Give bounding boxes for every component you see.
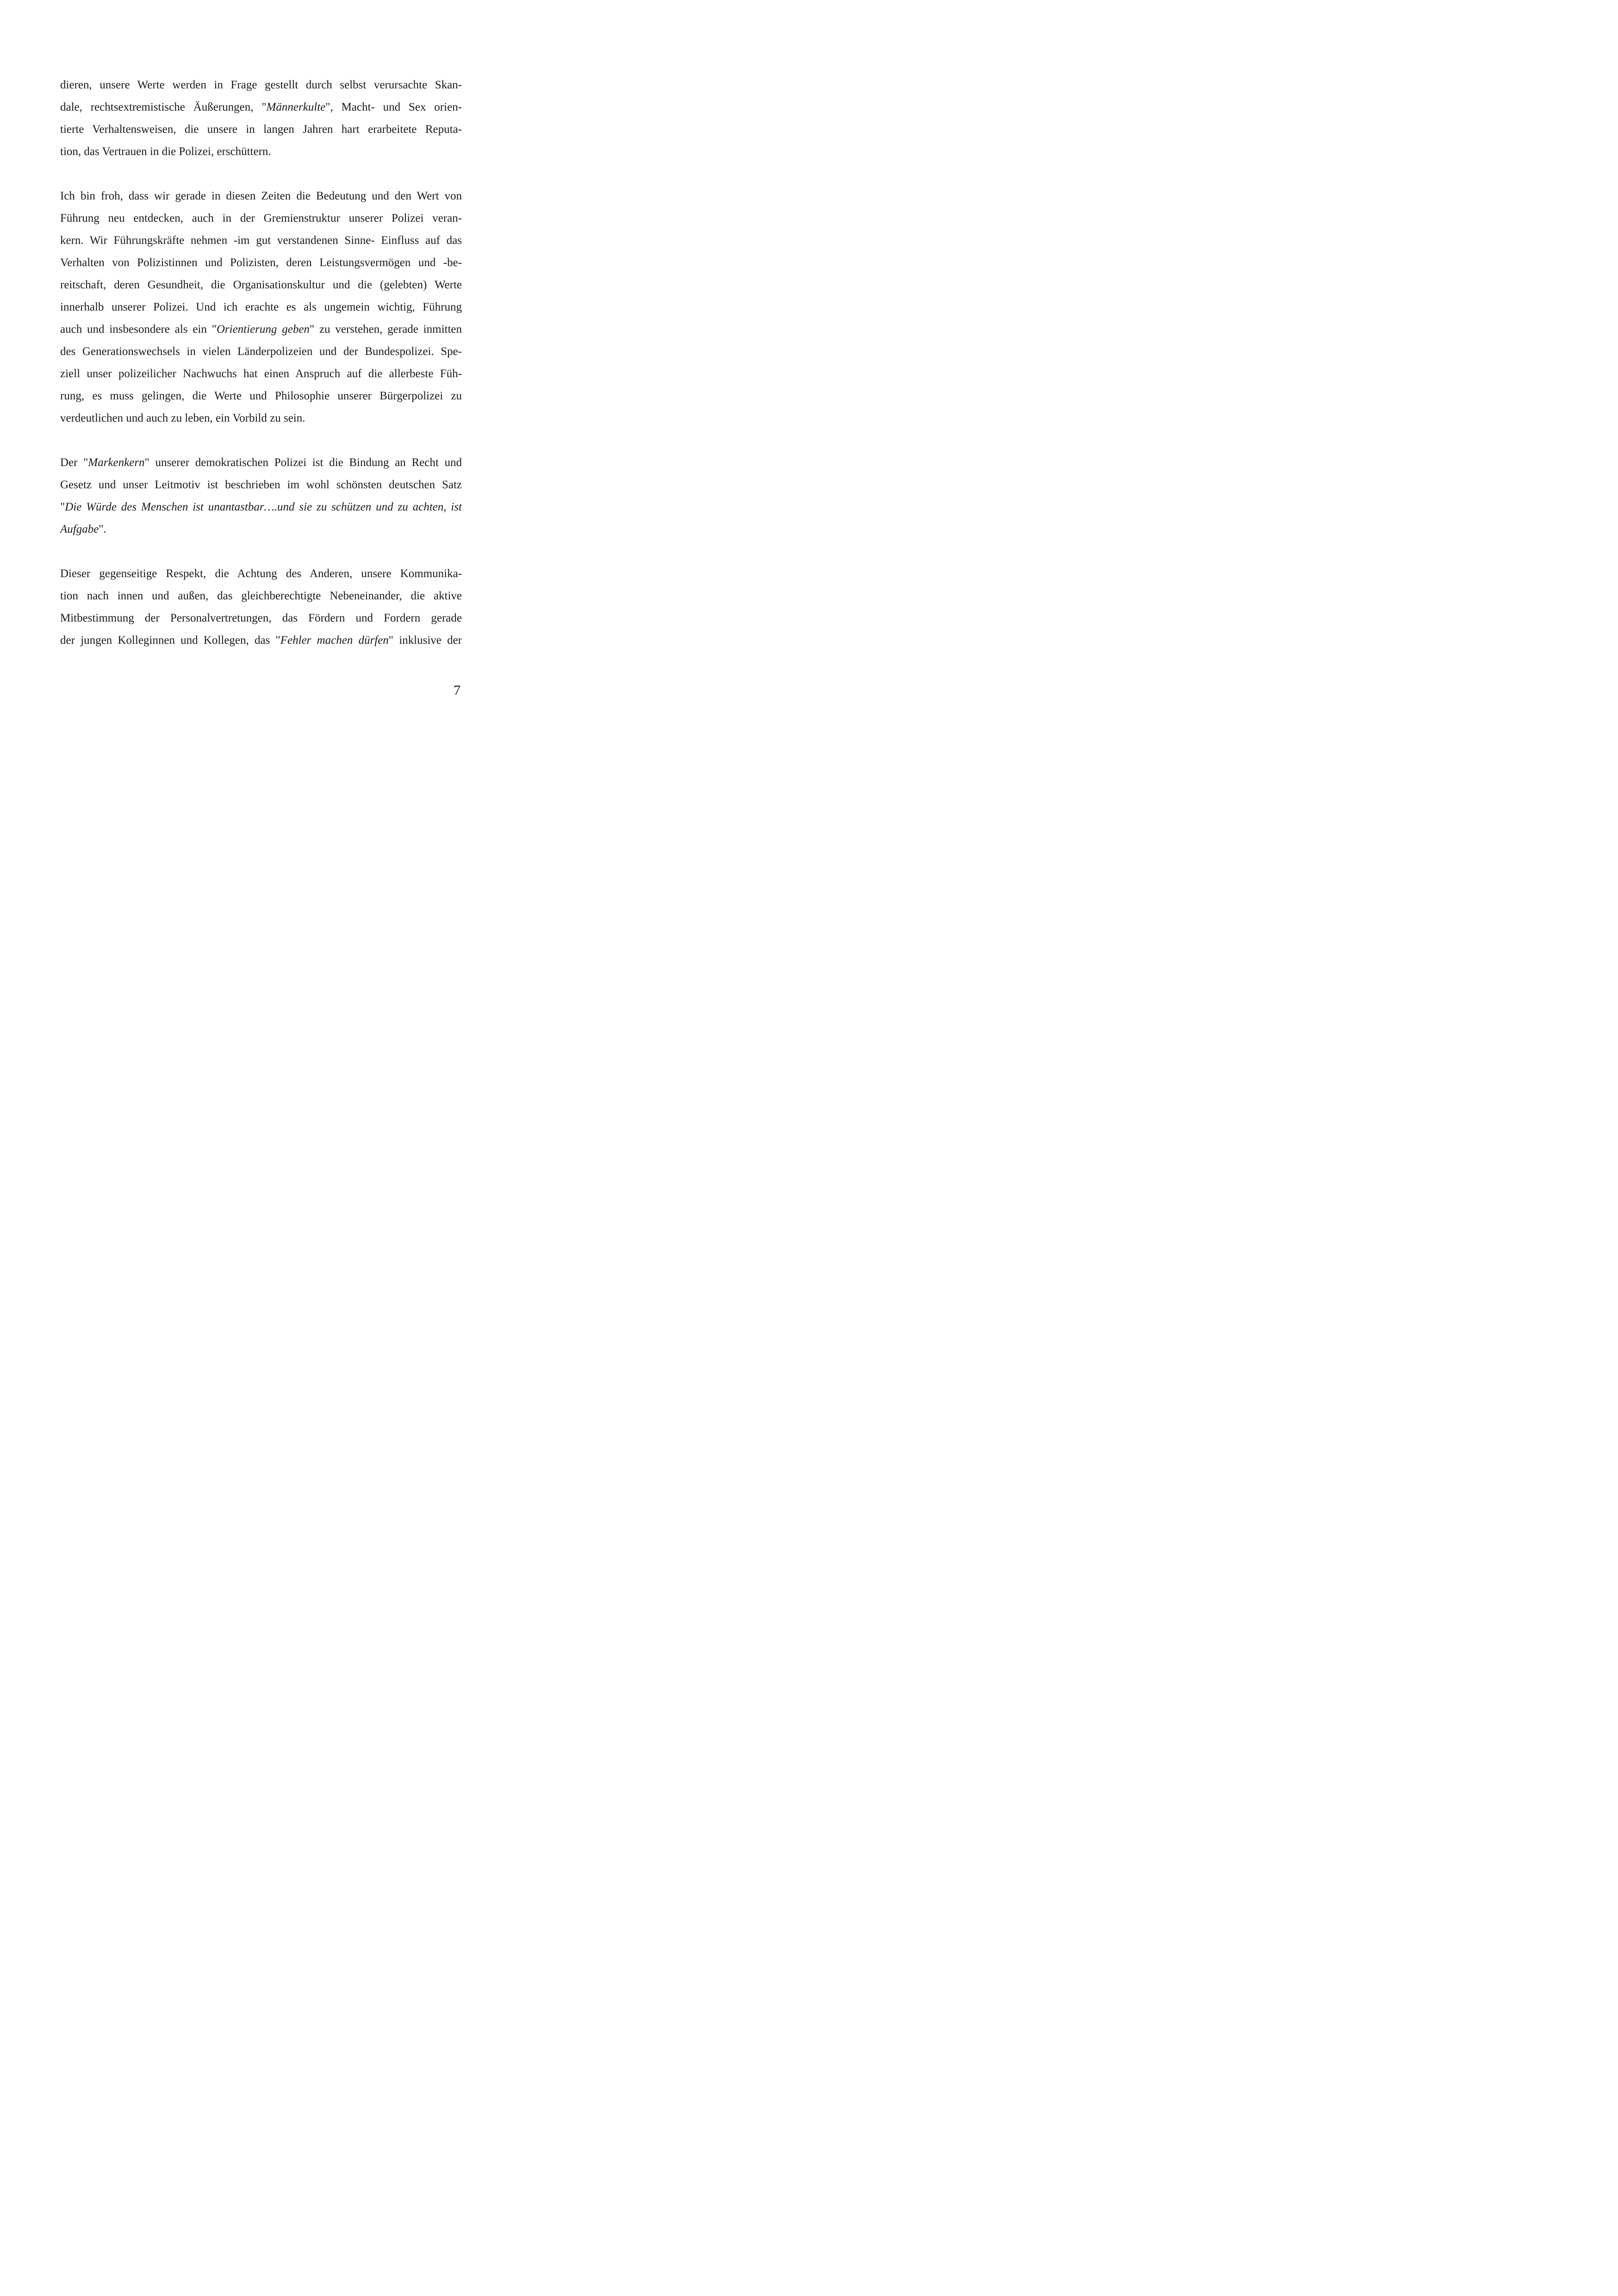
text-line [60,585,462,607]
text-segment: " inklusive der [388,634,462,647]
document-page [0,0,518,734]
text-line [60,141,462,163]
text-line [60,230,462,252]
text-segment: Der " [60,456,88,469]
text-segment: dieren, unsere Werte werden in Frage gestellt durch selbst verursachte Skan- [60,79,462,91]
italic-text: Fehler machen dürfen [280,634,389,647]
text-line [60,296,462,318]
text-segment: ", Macht- und Sex orien- [325,101,462,113]
text-line [60,118,462,141]
text-segment: reitschaft, deren Gesundheit, die Organisationskultur und die (gelebten) Werte [60,279,462,291]
text-line [60,274,462,296]
text-segment: innerhalb unserer Polizei. Und ich erachte es als ungemein wichtig, Führung [60,301,462,313]
text-segment: " [60,501,65,513]
paragraph [60,563,462,652]
text-segment: des Generationswechsels in vielen Länderpolizeien und der Bundespolizei. Spe- [60,345,462,358]
text-line [60,407,462,429]
text-line [60,207,462,230]
text-segment: Verhalten von Polizistinnen und Polizisten, deren Leistungsvermögen und -be- [60,256,462,269]
text-segment: auch und insbesondere als ein " [60,323,217,336]
italic-text: Markenkern [88,456,145,469]
text-segment: " zu verstehen, gerade inmitten [309,323,462,336]
paragraph [60,185,462,429]
text-segment: " unserer demokratischen Polizei ist die Bindung an Recht und [144,456,462,469]
text-line [60,341,462,363]
text-line [60,452,462,474]
text-segment: tion nach innen und außen, das gleichberechtigte Nebeneinander, die aktive [60,590,462,602]
text-segment: tierte Verhaltensweisen, die unsere in langen Jahren hart erarbeitete Reputa- [60,123,462,136]
text-segment: dale, rechtsextremistische Äußerungen, " [60,101,267,113]
text-line [60,318,462,341]
text-line [60,496,462,518]
text-segment: Dieser gegenseitige Respekt, die Achtung des Anderen, unsere Kommunika- [60,567,462,580]
text-segment: verdeutlichen und auch zu leben, ein Vorbild zu sein. [60,412,305,424]
text-segment: rung, es muss gelingen, die Werte und Philosophie unserer Bürgerpolizei zu [60,390,462,402]
text-segment: ziell unser polizeilicher Nachwuchs hat einen Anspruch auf die allerbeste Füh- [60,367,462,380]
text-line [60,474,462,496]
text-line [60,96,462,118]
text-segment: der jungen Kolleginnen und Kollegen, das " [60,634,280,647]
text-segment: Führung neu entdecken, auch in der Gremienstruktur unserer Polizei veran- [60,212,462,224]
text-line [60,607,462,629]
text-segment: Ich bin froh, dass wir gerade in diesen Zeiten die Bedeutung und den Wert von [60,190,462,202]
text-line [60,629,462,652]
text-segment: Mitbestimmung der Personalvertretungen, das Fördern und Fordern gerade [60,612,462,624]
paragraph [60,452,462,541]
text-line [60,563,462,585]
text-segment: tion, das Vertrauen in die Polizei, erschüttern. [60,145,271,158]
text-line [60,385,462,407]
text-segment: kern. Wir Führungskräfte nehmen -im gut verstandenen Sinne- Einfluss auf das [60,234,462,247]
paragraph [60,74,462,163]
text-line [60,518,462,541]
italic-text: Männerkulte [266,101,326,113]
text-segment: Gesetz und unser Leitmotiv ist beschrieben im wohl schönsten deutschen Satz [60,479,462,491]
italic-text: Orientierung geben [216,323,310,336]
body-text [60,74,462,674]
italic-text: Aufgabe [60,523,99,535]
text-line [60,363,462,385]
text-line [60,74,462,96]
text-line [60,185,462,207]
italic-text: Die Würde des Menschen ist unantastbar….und sie zu schützen und zu achten, ist [65,501,462,513]
text-line [60,252,462,274]
text-segment: ". [99,523,106,535]
page-number: 7 [454,683,461,698]
